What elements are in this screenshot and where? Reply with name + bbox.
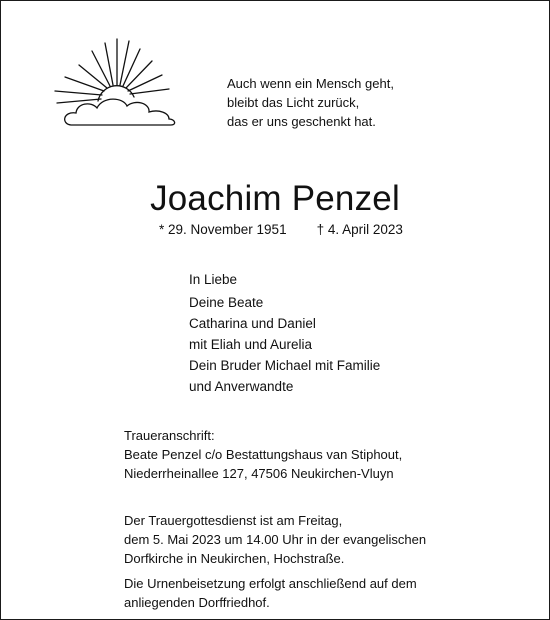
mourner-name: Dein Bruder Michael mit Familie — [189, 358, 381, 373]
deceased-name: Joachim Penzel — [150, 179, 400, 218]
service-line: dem 5. Mai 2023 um 14.00 Uhr in der evangelischen — [124, 532, 427, 547]
death-date: † 4. April 2023 — [316, 222, 403, 237]
sun-over-cloud-icon — [51, 35, 196, 130]
birth-date: * 29. November 1951 — [159, 222, 287, 237]
mourner-name: mit Eliah und Aurelia — [189, 337, 313, 352]
life-dates — [159, 222, 403, 237]
mourner-name: Catharina und Daniel — [189, 316, 316, 331]
mourning-address — [124, 426, 402, 483]
address-line: Beate Penzel c/o Bestattungshaus van Stiphout, — [124, 447, 403, 462]
service-line: Dorfkirche in Neukirchen, Hochstraße. — [124, 551, 345, 566]
mourners-list — [189, 269, 380, 397]
quote — [227, 74, 394, 131]
mourners-intro: In Liebe — [189, 272, 238, 287]
address-label: Traueranschrift: — [124, 428, 215, 443]
address-line: Niederrheinallee 127, 47506 Neukirchen-Vluyn — [124, 466, 394, 481]
mourner-name: Deine Beate — [189, 295, 264, 310]
service-info — [124, 511, 426, 612]
service-line: Der Trauergottesdienst ist am Freitag, — [124, 513, 343, 528]
burial-line: anliegenden Dorffriedhof. — [124, 595, 270, 610]
quote-line: bleibt das Licht zurück, — [227, 95, 360, 110]
quote-line: das er uns geschenkt hat. — [227, 114, 376, 129]
quote-line: Auch wenn ein Mensch geht, — [227, 76, 394, 91]
burial-line: Die Urnenbeisetzung erfolgt anschließend auf dem — [124, 576, 417, 591]
mourner-name: und Anverwandte — [189, 379, 294, 394]
